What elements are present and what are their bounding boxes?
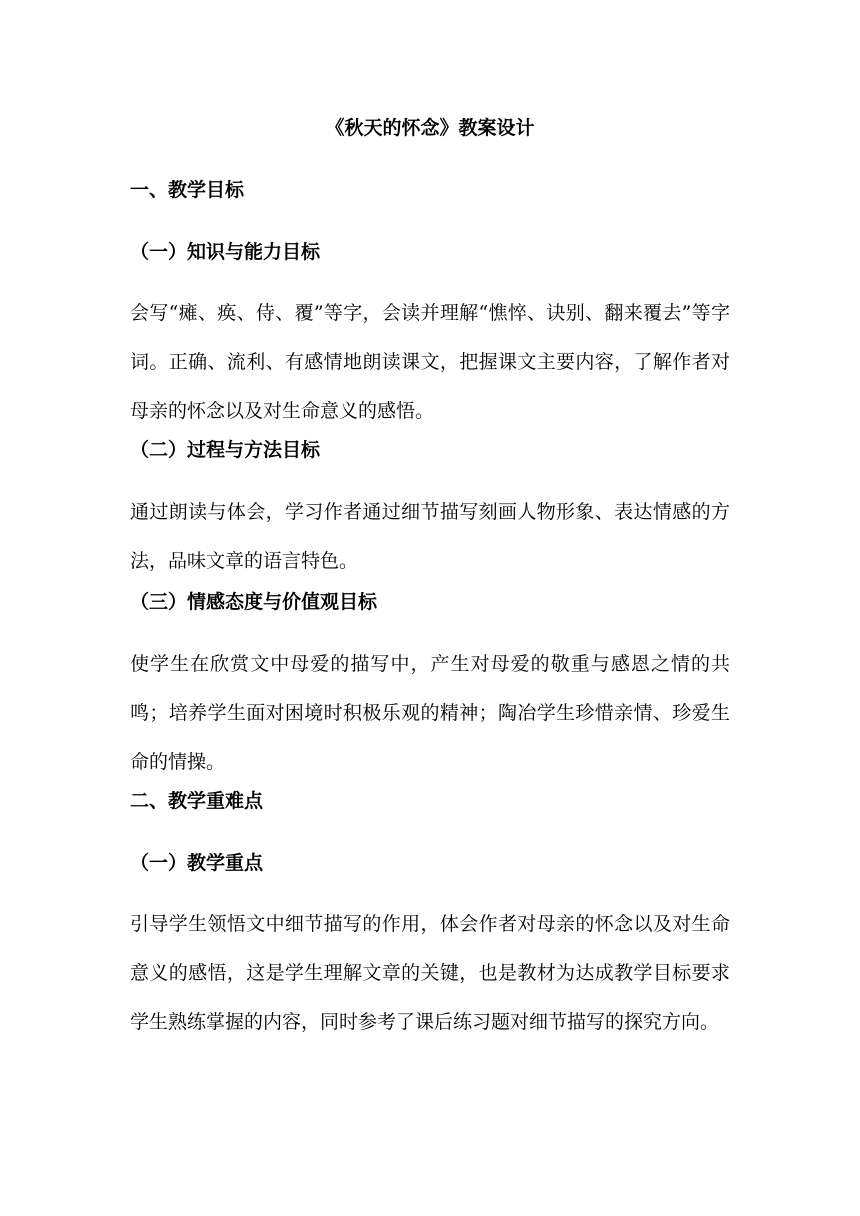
paragraph-process-method: 通过朗读与体会，学习作者通过细节描写刻画人物形象、表达情感的方法，品味文章的语言特色。 (130, 501, 730, 572)
subsection-heading-teaching-key-points: （一）教学重点 (130, 852, 264, 874)
section-heading-teaching-objectives: 一、教学目标 (130, 179, 245, 201)
subsection-heading-knowledge-ability: （一）知识与能力目标 (130, 241, 321, 263)
subsection-heading-process-method: （二）过程与方法目标 (130, 439, 321, 461)
document-title: 《秋天的怀念》教案设计 (325, 117, 535, 139)
paragraph-knowledge-ability: 会写“瘫、痪、侍、覆”等字，会读并理解“憔悴、诀别、翻来覆去”等字词。正确、流利、有感情地朗读课文，把握课文主要内容，了解作者对母亲的怀念以及对生命意义的感悟。 (130, 302, 730, 422)
paragraph-emotion-values: 使学生在欣赏文中母爱的描写中，产生对母爱的敬重与感恩之情的共鸣；培养学生面对困境时积极乐观的精神；陶冶学生珍惜亲情、珍爱生命的情操。 (130, 653, 730, 773)
paragraph-teaching-key-points: 引导学生领悟文中细节描写的作用，体会作者对母亲的怀念以及对生命意义的感悟，这是学生理解文章的关键，也是教材为达成教学目标要求学生熟练掌握的内容，同时参考了课后练习题对细节描写的探究方向。 (130, 913, 730, 1033)
section-heading-key-difficult-points: 二、教学重难点 (130, 790, 264, 812)
subsection-heading-emotion-values: （三）情感态度与价值观目标 (130, 591, 378, 613)
